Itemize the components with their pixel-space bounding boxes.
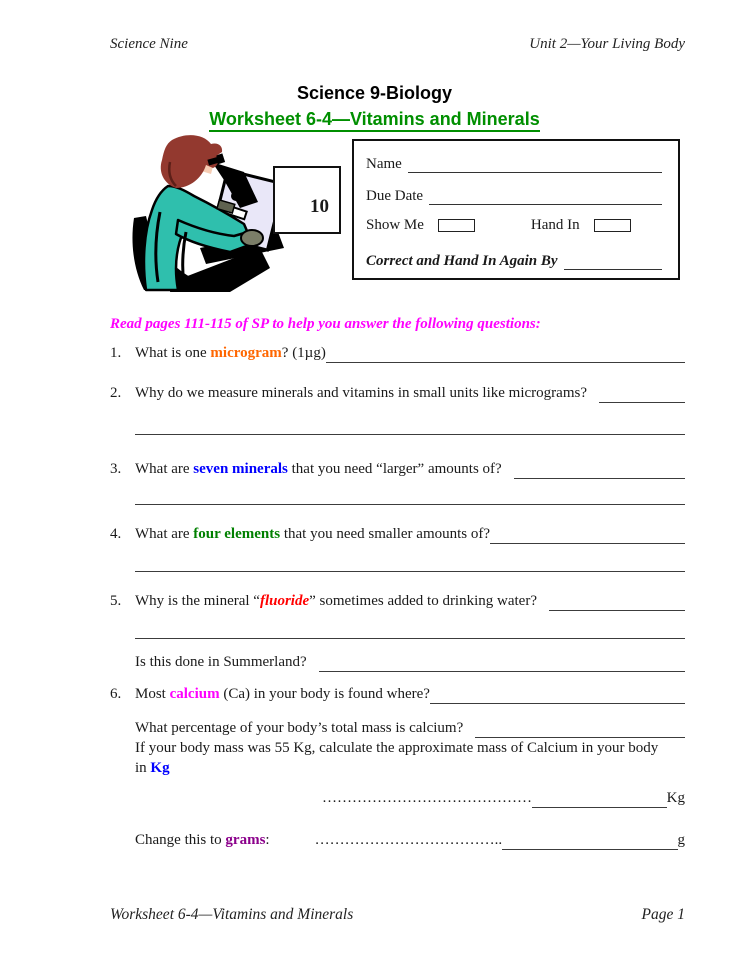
questions-section: [0, 316, 749, 850]
page-title: Science 9-Biology: [296, 83, 453, 103]
question-text: What percentage of your body’s total mass is calcium?: [135, 720, 464, 736]
hand-in-label: Hand In: [530, 217, 580, 234]
name-label: Name: [366, 156, 402, 172]
question-6b: [135, 718, 685, 738]
answer-blank-q2-line2[interactable]: [135, 415, 685, 435]
question-number: 2.: [110, 385, 122, 401]
due-date-blank[interactable]: [429, 187, 662, 205]
question-6c: [135, 738, 685, 758]
show-me-checkbox[interactable]: [438, 219, 475, 232]
answer-blank-q3-line2[interactable]: [135, 485, 685, 505]
footer-left: Worksheet 6-4—Vitamins and Minerals: [110, 906, 354, 923]
keyword-seven-minerals: seven minerals: [193, 461, 288, 477]
answer-blank-q6[interactable]: [430, 686, 685, 704]
answer-blank-q6b[interactable]: [475, 720, 685, 738]
kg-unit-label: Kg: [666, 790, 685, 806]
checkbox-row: [366, 214, 662, 238]
correct-row: [366, 246, 662, 270]
grams-unit-label: g: [677, 832, 685, 848]
correct-label: Correct and Hand In Again By: [366, 252, 558, 269]
answer-blank-q1[interactable]: [326, 345, 685, 363]
header-left: Science Nine: [110, 36, 188, 52]
answer-blank-q5[interactable]: [549, 593, 685, 611]
question-text: Why do we measure minerals and vitamins in small units like micrograms?: [135, 385, 587, 401]
grams-label: Change this to grams:: [135, 832, 270, 848]
instruction-line: Read pages 111-115 of SP to help you answer the following questions:: [110, 316, 541, 332]
hand-in-checkbox[interactable]: [594, 219, 631, 232]
keyword-grams: grams: [225, 832, 266, 848]
kg-answer-row: [110, 788, 685, 808]
question-2: [110, 383, 685, 403]
score-box: [273, 166, 341, 234]
question-3: [110, 459, 685, 479]
kg-answer-blank[interactable]: [532, 790, 667, 808]
question-5b: [135, 652, 685, 672]
answer-blank-q3[interactable]: [514, 461, 685, 479]
due-date-label: Due Date: [366, 188, 424, 205]
dots-leader: ………………………………..: [314, 832, 503, 848]
question-text: Most calcium (Ca) in your body is found where?: [135, 686, 430, 702]
answer-blank-q4[interactable]: [490, 526, 685, 544]
answer-blank-q5-line2[interactable]: [135, 619, 685, 639]
keyword-kg: Kg: [150, 760, 170, 776]
question-5: [110, 591, 685, 611]
name-blank[interactable]: [408, 155, 662, 173]
student-info-box: [352, 139, 680, 280]
answer-blank-q5b[interactable]: [319, 654, 685, 672]
hero-row: [0, 132, 749, 296]
keyword-microgram: microgram: [210, 345, 282, 361]
keyword-calcium: calcium: [169, 686, 220, 702]
correct-date-blank[interactable]: [564, 254, 662, 270]
worksheet-title: Worksheet 6-4—Vitamins and Minerals: [0, 109, 749, 130]
dots-leader: ……………………………………: [322, 790, 532, 806]
footer-right: Page 1: [641, 906, 685, 923]
question-text: Is this done in Summerland?: [135, 654, 307, 670]
grams-answer-blank[interactable]: [502, 832, 677, 850]
show-me-label: Show Me: [366, 217, 424, 234]
keyword-four-elements: four elements: [193, 526, 281, 542]
question-6: [110, 684, 685, 704]
question-number: 5.: [110, 593, 122, 609]
answer-blank-q4-line2[interactable]: [135, 552, 685, 572]
score-value: 10: [310, 196, 329, 217]
question-text: What are seven minerals that you need “larger” amounts of?: [135, 461, 502, 477]
running-header: [0, 0, 749, 53]
question-text: in Kg: [135, 760, 170, 776]
name-row: [366, 149, 662, 173]
question-1: [110, 343, 685, 363]
answer-blank-q2[interactable]: [599, 385, 685, 403]
question-text: If your body mass was 55 Kg, calculate the approximate mass of Calcium in your body: [135, 740, 659, 756]
question-number: 1.: [110, 345, 122, 361]
keyword-fluoride: fluoride: [259, 593, 310, 609]
due-date-row: [366, 181, 662, 205]
header-right: Unit 2—Your Living Body: [529, 36, 685, 52]
question-text: What are four elements that you need smaller amounts of?: [135, 526, 491, 542]
question-text: Why is the mineral “fluoride” sometimes added to drinking water?: [135, 593, 537, 609]
question-number: 6.: [110, 686, 122, 702]
question-4: [110, 524, 685, 544]
grams-answer-row: [110, 830, 685, 850]
question-number: 4.: [110, 526, 122, 542]
page-footer: [110, 906, 685, 924]
question-text: What is one microgram? (1µg): [135, 345, 326, 361]
question-6d: [135, 758, 685, 778]
question-number: 3.: [110, 461, 122, 477]
